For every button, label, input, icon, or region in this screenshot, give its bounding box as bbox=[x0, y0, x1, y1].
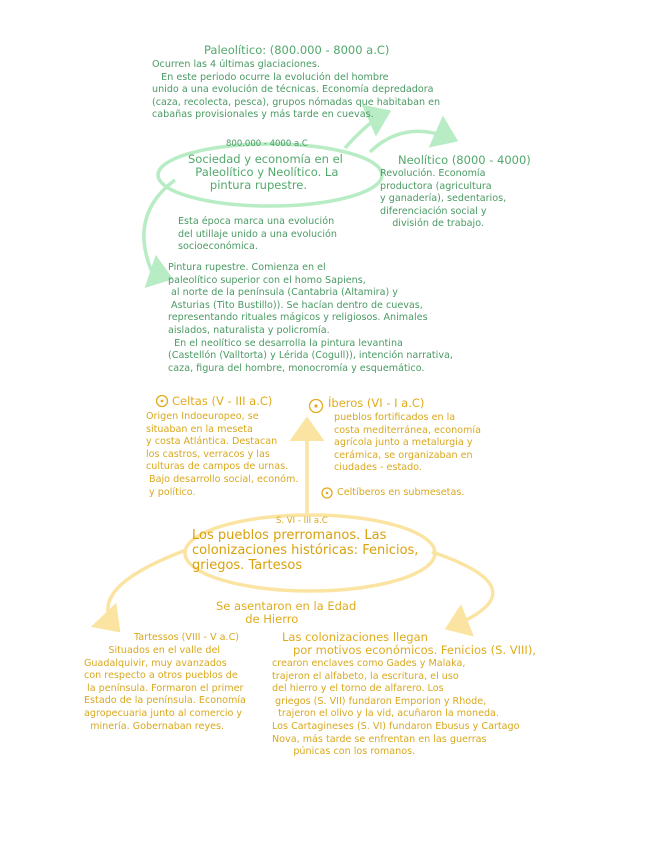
paleolitico-body: Ocurren las 4 últimas glaciaciones. En este periodo ocurre la evolución del hombre unido a una evolución de técnicas. Economía depredadora (caza, recolecta, pesca), grupos nómadas que habitaban en cabañas provisionales y más tarde en cuevas. bbox=[152, 59, 441, 121]
celtas-body: Origen Indoeuropeo, se situaban en la meseta y costa Atlántica. Destacan los castros, verracos y las culturas de campos de urnas. Bajo desarrollo social, económ. y político. bbox=[146, 411, 299, 498]
arrow-to-tartesos bbox=[108, 550, 186, 630]
celtiberos-text: Celtíberos en submesetas. bbox=[337, 487, 465, 498]
pintura-rupestre-text: Pintura rupestre. Comienza en el paleolítico superior con el homo Sapiens, al norte de la península (Cantabria (Altamira) y Asturias (Tito Bustillo)). Se hacían dentro de cuevas, representando rituales mágicos y religiosos. Animales aislados, naturalista y policromía. En el neolítico se desarrolla la pintura levantina (Castellón (Valltorta) y Lérida (Cogull)), intención narrativa, caza, figura del hombre, monocromía y esquemático. bbox=[168, 262, 453, 374]
prerromanos-dates: S. VI - III a.C bbox=[276, 516, 328, 526]
iberos-body: pueblos fortificados en la costa mediterránea, economía agrícola junto a metalurgia y cerámica, se organizaban en ciudades - estado. bbox=[334, 412, 481, 474]
iberos-title: Íberos (VI - I a.C) bbox=[328, 396, 425, 410]
iberos-bullet-icon bbox=[310, 400, 323, 413]
evolucion-text: Esta época marca una evolución del utillaje unido a una evolución socioeconómica. bbox=[178, 216, 337, 253]
arrow-to-neolitico bbox=[370, 131, 455, 152]
prerromanos-center-title: Los pueblos prerromanos. Las colonizaciones históricas: Fenicios, griegos. Tartesos bbox=[192, 528, 419, 573]
colonizaciones-body: crearon enclaves como Gades y Malaka, trajeron el alfabeto, la escritura, el uso del hierro y el torno de alfarero. Los griegos (S. VII) fundaron Emporion y Rhode, trajeron el olivo y la vid, acuñaron la moneda. Los Cartagineses (S. VI) fundaron Ebusus y Cartago Nova, más tarde se enfrentan en las guerras púnicas con los romanos. bbox=[272, 658, 520, 758]
celtiberos-bullet-icon bbox=[322, 488, 332, 498]
neolitico-title: Neolítico (8000 - 4000) bbox=[398, 153, 531, 167]
paleolitico-title: Paleolítico: (800.000 - 8000 a.C) bbox=[204, 43, 390, 57]
paleo-neo-center-title: Sociedad y economía en el Paleolítico y Neolítico. La pintura rupestre. bbox=[188, 152, 343, 192]
arrow-to-colonizaciones bbox=[432, 552, 493, 628]
colonizaciones-title: Las colonizaciones llegan por motivos económicos. Fenicios (S. VIII), bbox=[282, 630, 536, 657]
edad-hierro-label: Se asentaron en la Edad de Hierro bbox=[216, 599, 357, 626]
tartesos-title: Tartessos (VIII - V a.C) bbox=[134, 632, 240, 643]
tartesos-body: Situados en el valle del Guadalquivir, muy avanzados con respecto a otros pueblos de la península. Formaron el primer Estado de la península. Economía agropecuaria junto al comercio y minería. Gobernaban reyes. bbox=[84, 645, 246, 732]
celtas-bullet-icon bbox=[157, 396, 168, 407]
paleo-neo-dates: 800.000 - 4000 a.C bbox=[226, 139, 308, 149]
celtas-title: Celtas (V - III a.C) bbox=[172, 394, 273, 408]
neolitico-body: Revolución. Economía productora (agricultura y ganadería), sedentarios, diferenciación social y división de trabajo. bbox=[380, 168, 507, 230]
